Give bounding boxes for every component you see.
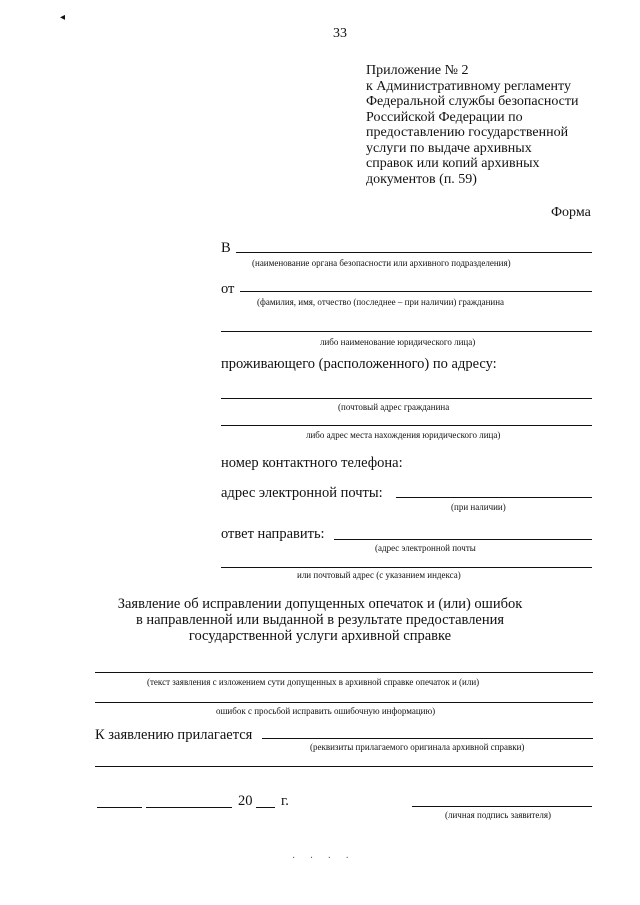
document-title bbox=[0, 596, 640, 644]
email-hint: (при наличии) bbox=[451, 502, 506, 512]
address-label: проживающего (расположенного) по адресу: bbox=[221, 356, 497, 372]
reply-hint-2: или почтовый адрес (с указанием индекса) bbox=[297, 570, 461, 580]
from-label: от bbox=[221, 281, 235, 297]
address-field-2[interactable] bbox=[221, 425, 592, 426]
date-year-field[interactable] bbox=[256, 807, 275, 808]
address-hint-2: либо адрес места нахождения юридического лица) bbox=[306, 430, 501, 440]
title-line: государственной услуги архивной справке bbox=[188, 628, 452, 644]
reply-field[interactable] bbox=[334, 539, 592, 540]
reply-field-2[interactable] bbox=[221, 567, 592, 568]
title-line: Заявление об исправлении допущенных опечаток и (или) ошибок bbox=[117, 596, 523, 612]
from-field-2[interactable] bbox=[221, 331, 592, 332]
email-label: адрес электронной почты: bbox=[221, 485, 383, 501]
date-year-suffix: г. bbox=[281, 793, 289, 809]
appendix-line: справок или копий архивных bbox=[366, 156, 540, 171]
appendix-line: Приложение № 2 bbox=[366, 63, 469, 78]
to-field[interactable] bbox=[236, 252, 592, 253]
from-hint-2: либо наименование юридического лица) bbox=[320, 337, 476, 347]
bottom-dots: · · · · bbox=[292, 853, 355, 864]
statement-field[interactable] bbox=[95, 672, 593, 673]
appendix-line: к Административному регламенту bbox=[366, 78, 571, 94]
address-field[interactable] bbox=[221, 398, 592, 399]
reply-hint-1: (адрес электронной почты bbox=[375, 543, 476, 553]
date-year-prefix: 20 bbox=[238, 793, 253, 809]
appendix-line: документов (п. 59) bbox=[366, 171, 477, 187]
date-month-field[interactable] bbox=[146, 807, 232, 808]
appendix-line: услуги по выдаче архивных bbox=[366, 140, 532, 156]
date-day-field[interactable] bbox=[97, 807, 142, 808]
appendix-line: предоставлению государственной bbox=[366, 125, 569, 140]
attachment-label: К заявлению прилагается bbox=[95, 727, 253, 743]
statement-hint-2: ошибок с просьбой исправить ошибочную информацию) bbox=[216, 706, 436, 716]
email-field[interactable] bbox=[396, 497, 592, 498]
address-hint-1: (почтовый адрес гражданина bbox=[338, 402, 450, 412]
signature-field[interactable] bbox=[412, 806, 592, 807]
statement-field-2[interactable] bbox=[95, 702, 593, 703]
attachment-field[interactable] bbox=[262, 738, 593, 739]
appendix-block bbox=[366, 63, 579, 187]
from-hint-1: (фамилия, имя, отчество (последнее – при наличии) гражданина bbox=[257, 297, 505, 307]
corner-mark: ◂ bbox=[60, 12, 66, 23]
attachment-field-2[interactable] bbox=[95, 766, 593, 767]
appendix-line: Российской Федерации по bbox=[366, 109, 523, 125]
phone-label: номер контактного телефона: bbox=[221, 455, 403, 471]
signature-hint: (личная подпись заявителя) bbox=[445, 810, 551, 820]
to-label: В bbox=[221, 240, 231, 256]
statement-hint-1: (текст заявления с изложением сути допущенных в архивной справке опечаток и (или) bbox=[147, 677, 480, 687]
attachment-hint: (реквизиты прилагаемого оригинала архивной справки) bbox=[310, 742, 525, 752]
page-number: 33 bbox=[333, 26, 347, 41]
form-label: Форма bbox=[551, 205, 591, 220]
title-line: в направленной или выданной в результате предоставления bbox=[135, 612, 505, 628]
appendix-line: Федеральной службы безопасности bbox=[366, 94, 579, 109]
from-field[interactable] bbox=[240, 291, 592, 292]
to-hint: (наименование органа безопасности или архивного подразделения) bbox=[252, 258, 511, 268]
reply-label: ответ направить: bbox=[221, 526, 325, 542]
